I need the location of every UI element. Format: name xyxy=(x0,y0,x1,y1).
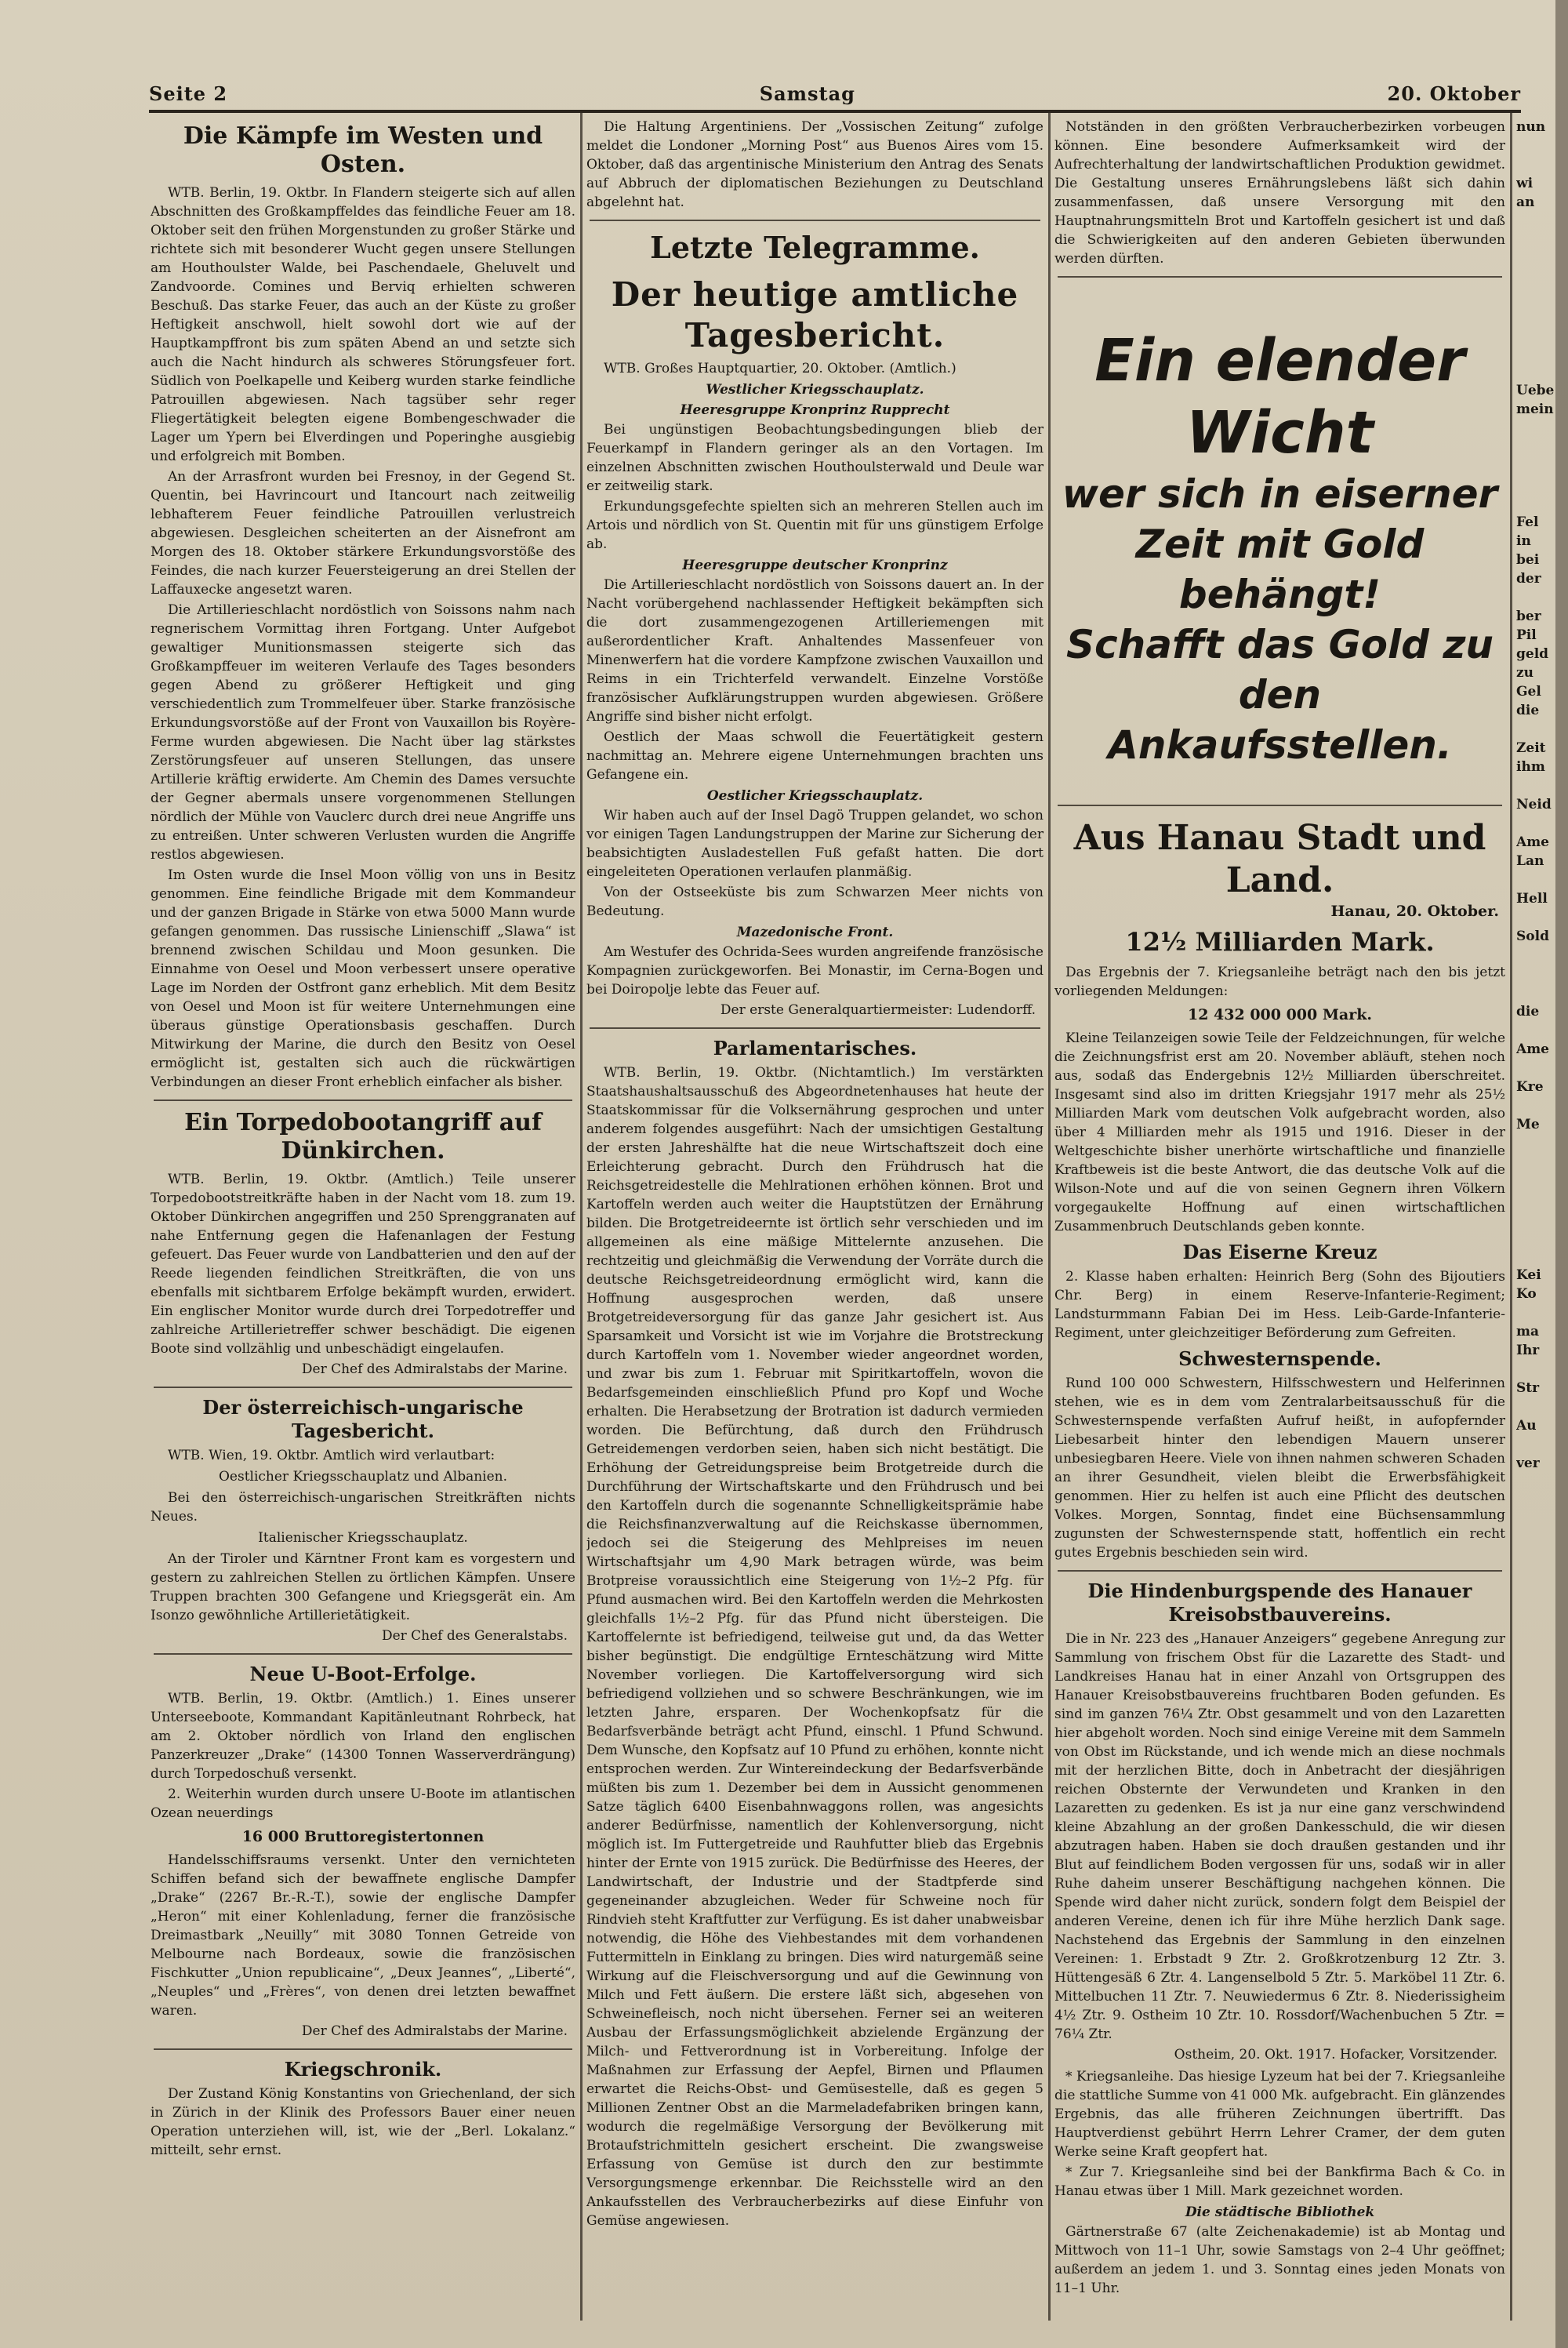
loan-amount: 12 432 000 000 Mark. xyxy=(1187,1006,1372,1023)
article-paragraph: An der Arrasfront wurden bei Fresnoy, in der Gegend St. Quentin, bei Havrincourt und Itancourt nach zeitweilig lebhafterem Feuer feindliche Patrouillen verlustreich abgewiesen. Desgleichen scheiterten an der Aisnefront am Morgen des 18. Oktober stärkere Erkundungsvorstöße des Feindes, die nach kurzer Feuersteigerung an drei Stellen der Laffauxecke angesetzt waren. xyxy=(151,469,575,598)
headline-eisernes-kreuz: Das Eiserne Kreuz xyxy=(1182,1241,1377,1263)
signature: Der Chef des Generalstabs. xyxy=(381,1628,568,1644)
article-paragraph: Am Westufer des Ochrida-Sees wurden angreifende französische Kompagnien zurückgeworfen. Bei Monastir, im Cerna-Bogen und bei Doiropolje lebte das Feuer auf. xyxy=(586,944,1044,998)
headline-tagesbericht: Der heutige amtliche Tagesbericht. xyxy=(611,275,1019,354)
margin-fragment: nun xyxy=(1516,119,1546,135)
headline-hanau: Aus Hanau Stadt und Land. xyxy=(1073,818,1486,900)
signature: Der Chef des Admiralstabs der Marine. xyxy=(301,1361,568,1377)
article-paragraph: WTB. Wien, 19. Oktbr. Amtlich wird verlautbart: xyxy=(168,1448,495,1463)
margin-fragment: Sold xyxy=(1516,929,1549,944)
margin-fragment xyxy=(1516,1096,1555,1115)
ad-line: Zeit mit Gold behängt! xyxy=(1135,522,1425,617)
margin-fragment: ma xyxy=(1516,1324,1540,1339)
article-paragraph: 2. Klasse haben erhalten: Heinrich Berg (Sohn des Bijoutiers Chr. Berg) in einem Reserve-Infanterie-Regiment; Landsturmmann Fabian Dei im Hess. Leib-Garde-Infanterie-Regiment, unter gleichzeitiger Beförderung zum Gefreiten. xyxy=(1054,1269,1505,1341)
margin-fragment: Zeit xyxy=(1516,740,1546,756)
section-rule xyxy=(1058,1570,1502,1572)
article-paragraph: WTB. Berlin, 19. Oktbr. (Amtlich.) 1. Eines unserer Unterseeboote, Kommandant Kapitänleutnant Rohrbeck, hat am 2. Oktober nördlich von Irland den englischen Panzerkreuzer „Drake“ (14300 Tonnen Wasserverdrängung) durch Torpedoschuß versenkt. xyxy=(151,1691,575,1782)
margin-fragment: die xyxy=(1516,1004,1540,1020)
margin-fragment xyxy=(1516,494,1555,513)
article-paragraph: Notständen in den größten Verbraucherbezirken vorbeugen können. Eine besondere Aufmerksamkeit wird der Aufrechterhaltung der landwirtschaftlichen Produktion gewidmet. Die Gestaltung unseres Ernährungslebens läßt sich dahin zusammenfassen, daß unsere Versorgung mit den Hauptnahrungsmitteln Brot und Kartoffeln gesichert ist und daß die Schwierigkeiten auf den anderen Gebieten überwunden werden dürften. xyxy=(1054,119,1505,267)
article-paragraph: WTB. Großes Hauptquartier, 20. Oktober. (Amtlich.) xyxy=(604,361,956,376)
margin-fragment: an xyxy=(1516,194,1535,210)
signature: Der erste Generalquartiermeister: Ludendorff. xyxy=(720,1002,1036,1018)
column-divider xyxy=(1048,111,1051,2321)
issue-date: 20. Oktober xyxy=(1387,82,1521,105)
margin-fragment xyxy=(1516,1190,1555,1209)
article-paragraph: Der Zustand König Konstantins von Griechenland, der sich in Zürich in der Klinik des Professors Bauer einer neuen Operation unterziehen will, ist, wie der „Berl. Lokalanz.“ mitteilt, sehr ernst. xyxy=(151,2086,575,2158)
article-paragraph: Erkundungsgefechte spielten sich an mehreren Stellen auch im Artois und nördlich von St. Quentin mit für uns günstigem Erfolge ab. xyxy=(586,499,1044,552)
headline-bibliothek: Die städtische Bibliothek xyxy=(1185,2204,1375,2220)
margin-fragment xyxy=(1516,325,1555,343)
margin-fragment xyxy=(1516,720,1555,739)
margin-fragment xyxy=(1516,1134,1555,1153)
margin-fragment: Ihr xyxy=(1516,1343,1540,1358)
article-paragraph: Bei den österreichisch-ungarischen Streitkräften nichts Neues. xyxy=(151,1490,575,1525)
page-edge-shadow xyxy=(1555,0,1568,2348)
margin-fragment: ihm xyxy=(1516,759,1545,775)
headline-kriegschronik: Kriegschronik. xyxy=(284,2058,442,2081)
margin-fragment xyxy=(1516,343,1555,362)
article-paragraph: * Kriegsanleihe. Das hiesige Lyzeum hat bei der 7. Kriegsanleihe die stattliche Summe von 41 000 Mk. aufgebracht. Ein glänzendes Ergebnis, das alle früheren Zeichnungen übertrifft. Das Hauptverdienst gebührt Herrn Lehrer Cramer, der dem guten Werke seine Kraft geopfert hat. xyxy=(1054,2069,1505,2160)
headline-schwesternspende: Schwesternspende. xyxy=(1178,1347,1381,1370)
margin-fragment: Au xyxy=(1516,1418,1537,1434)
margin-fragment xyxy=(1516,1360,1555,1379)
margin-fragment xyxy=(1516,1059,1555,1078)
section-rule xyxy=(154,1387,572,1388)
margin-fragment xyxy=(1516,306,1555,325)
subheading: Oestlicher Kriegsschauplatz und Albanien. xyxy=(218,1469,508,1485)
margin-fragment: Ko xyxy=(1516,1286,1537,1302)
section-rule xyxy=(1058,805,1502,806)
margin-fragment: ver xyxy=(1516,1456,1540,1471)
margin-fragment xyxy=(1516,1247,1555,1266)
article-paragraph: Gärtnerstraße 67 (alte Zeichenakademie) ist ab Montag und Mittwoch von 11–1 Uhr, sowie Samstags von 2–4 Uhr geöffnet; außerdem an jedem 1. und 3. Sonntag eines jeden Monats von 11–1 Uhr. xyxy=(1054,2224,1505,2296)
article-paragraph: Von der Ostseeküste bis zum Schwarzen Meer nichts von Bedeutung. xyxy=(586,885,1044,919)
margin-fragment xyxy=(1516,983,1555,1002)
margin-fragment xyxy=(1516,287,1555,306)
margin-fragment xyxy=(1516,946,1555,965)
margin-fragment xyxy=(1516,871,1555,889)
margin-fragment: bei xyxy=(1516,552,1540,568)
margin-fragment: geld xyxy=(1516,646,1549,662)
headline-hindenburgspende: Die Hindenburgspende des Hanauer Kreisobstbauvereins. xyxy=(1087,1579,1472,1626)
margin-fragment xyxy=(1516,249,1555,268)
margin-fragment: Ame xyxy=(1516,834,1549,850)
margin-fragment xyxy=(1516,419,1555,438)
article-paragraph: WTB. Berlin, 19. Oktbr. (Nichtamtlich.) Im verstärkten Staatshaushaltsausschuß des Abgeordnetenhauses hat heute der Staatskommissar für die Volksernährung gesprochen und unter anderem folgendes ausgeführt: Nach der umsichtigen Gestaltung der ersten Jahreshälfte hat die neue Wirtschaftszeit doch eine Erleichterung gebracht. Durch den Frühdrusch hat die Reichsgetreidestelle die Mehlrationen erhöhen können. Brot und Kartoffeln werden auch weiter die Hauptstützen der Ernährung bilden. Die Brotgetreideernte ist örtlich sehr verschieden und im allgemeinen als eine mäßige Mittelernte anzusehen. Die rechtzeitig und gleichmäßig die Verwendung der Vorräte durch die deutsche Reichsgetreideordnung ermöglicht wird, kann die Hoffnung ausgesprochen werden, daß unsere Brotgetreideversorgung für das ganze Jahr gesichert ist. Aus Sparsamkeit und Vorsicht ist wie im Vorjahre die Brotstreckung durch Kartoffeln vom 1. November wieder angeordnet worden, und zwar bis zum 1. Februar mit Spiritkartoffeln, wovon die Bedarfsgemeinden einschließlich Pfund pro Kopf und Woche erhalten. Die Herabsetzung der Brotration ist dadurch vermieden worden. Die Befürchtung, daß durch den Frühdrusch Getreidemengen verdorben seien, haben sich nicht bestätigt. Die Erhöhung der Getreidungspreise beim Brotgetreide durch die Durchführung der Wirtschaftskarte und den Frühdrusch und bei den Kartoffeln durch die sogenannte Schnelligkeitsprämie habe die Reichsfinanzverwaltung auf die Reichskasse übernommen, jedoch sei die Steigerung des Mehlpreises im neuen Wirtschaftsjahr um 4,90 Mark betragen würde, was beim Brotpreise voraussichtlich eine Steigerung von 1½–2 Pfg. für Pfund ausmachen wird. Bei den Kartoffeln werden die Mehrkosten gleichfalls 1½–2 Pfg. für das Pfund nicht übersteigen. Die Kartoffelernte ist befriedigend, teilweise gut und, da das Wetter bisher begünstigt. Die endgültige Ernteschätzung wird Mitte November vorliegen. Die Kartoffelversorgung wird sich befriedigend vollziehen und so schwere Beschränkungen, wie im letzten Jahre, ersparen. Der Wochenkopfsatz für die Bedarfsverbände beträgt acht Pfund, einschl. 1 Pfund Schwund. Dem Wunsche, den Kopfsatz auf 10 Pfund zu erhöhen, konnte nicht entsprochen werden. Zur Wintereindeckung der Bedarfsverbände müßten bis zum 1. Dezember bei dem in Aussicht genommenen Satze täglich 6400 Eisenbahnwaggons rollen, was angesichts anderer Bedürfnisse, namentlich der Kohlenversorgung, nicht möglich ist. Im Futtergetreide und Rauhfutter blieb das Ergebnis hinter der Ernte von 1915 zurück. Die Bedürfnisse des Heeres, der Landwirtschaft, der Industrie und der Stadtpferde sind gegeneinander abzugleichen. Weder für Schweine noch für Rindvieh steht Kraftfutter zur Verfügung. Es ist daher unabweisbar notwendig, die Höhe des Viehbestandes mit dem vorhandenen Futtermitteln in Einklang zu bringen. Dies wird naturgemäß seine Wirkung auf die Fleischversorgung und auf die Gewinnung von Milch und Fett äußern. Die erstere läßt sich, abgesehen von Schweinefleisch, noch nicht übersehen. Ferner sei an weiteren Ausbau der Erfassungsmöglichkeit abzielende Ergänzung der Milch- und Fettverordnung ist in Vorbereitung. Infolge der Maßnahmen zur Erfassung der Aepfel, Birnen und Pflaumen erwartet die Reichs-Obst- und Gemüsestelle, daß es gegen 5 Millionen Zentner Obst an die Marmeladefabriken bringen kann, wodurch die regelmäßige Versorgung der Bevölkerung mit Brotaufstrichmitteln gesichert erscheint. Die zwangsweise Erfassung von Gemüse ist durch den zur bestimmte Versorgungsmenge erkennbar. Die Reichsstelle wird an den Ankaufsstellen des Verbraucherbezirks auf diese Einfuhr von Gemüse angewiesen. xyxy=(586,1065,1044,2229)
header-rule xyxy=(149,110,1521,113)
margin-fragment xyxy=(1516,362,1555,381)
gold-advertisement xyxy=(1054,306,1505,791)
margin-fragment xyxy=(1516,1021,1555,1040)
section-rule xyxy=(154,1099,572,1101)
margin-fragment xyxy=(1516,212,1555,231)
subheading: Oestlicher Kriegsschauplatz. xyxy=(706,788,924,804)
tonnage-figure: 16 000 Bruttoregistertonnen xyxy=(241,1828,485,1845)
margin-fragment xyxy=(1516,1228,1555,1247)
section-rule xyxy=(590,220,1040,221)
page-number: Seite 2 xyxy=(149,82,228,105)
article-paragraph: Kleine Teilanzeigen sowie Teile der Feldzeichnungen, für welche die Zeichnungsfrist erst am 20. November abläuft, stehen noch aus, sodaß das Endergebnis 12½ Milliarden überschreitet. Insgesamt sind also im dritten Kriegsjahr 1917 mehr als 25½ Milliarden Mark vom deutschen Volk aufgebracht worden, also über 4 Milliarden mehr als 1915 und 1916. Dieser in der Weltgeschichte bisher unerhörte wirtschaftliche und finanzielle Kraftbeweis ist die beste Antwort, die das deutsche Volk auf die Wilson-Note und auf die von seinen Gegnern ihren Völkern vorgegaukelte Hoffnung auf einen wirtschaftlichen Zusammenbruch Deutschlands geben konnte. xyxy=(1054,1030,1505,1234)
section-rule xyxy=(1058,276,1502,278)
margin-fragment: in xyxy=(1516,533,1531,549)
article-paragraph: Handelsschiffsraums versenkt. Unter den vernichteten Schiffen befand sich der bewaffnete englische Dampfer „Drake“ (2267 Br.-R.-T.), sowie der englische Dampfer „Heron“ mit einer Kohlenladung, ferner die französische Dreimastbark „Neuilly“ mit 3080 Tonnen Getreide von Melbourne nach Bordeaux, sowie die französischen Fischkutter „Union republicaine“, „Deux Jeannes“, „Liberté“, „Neuples“ und „Frères“, von denen drei letzten bewaffnet waren. xyxy=(151,1852,575,2019)
article-paragraph: Das Ergebnis der 7. Kriegsanleihe beträgt nach den bis jetzt vorliegenden Meldungen: xyxy=(1054,965,1505,999)
margin-fragment: Uebe xyxy=(1516,383,1555,398)
section-rule xyxy=(154,1653,572,1655)
ad-line: Schafft das Gold zu den xyxy=(1065,622,1494,718)
article-paragraph: Die Haltung Argentiniens. Der „Vossischen Zeitung“ zufolge meldet die Londoner „Morning Post“ aus Buenos Aires vom 15. Oktober, daß das argentinische Ministerium den Antrag des Senats auf Abbruch der diplomatischen Beziehungen zu Deutschland abgelehnt hat. xyxy=(586,119,1044,210)
margin-fragment: der xyxy=(1516,571,1541,587)
headline-parlamentarisches: Parlamentarisches. xyxy=(713,1037,917,1060)
article-paragraph: Die Artillerieschlacht nordöstlich von Soissons dauert an. In der Nacht vorübergehend nachlassender Heftigkeit bekämpften sich die dort zusammengezogenen Artilleriemengen mit außerordentlicher Kraft. Anhaltendes Massenfeuer von Minenwerfern hat die vordere Kampfzone zwischen Vauxaillon und Reims in ein Trichterfeld verwandelt. Einzelne Vorstöße französischer Aufklärungstruppen wurden abgewiesen. Größere Angriffe sind bisher nicht erfolgt. xyxy=(586,577,1044,725)
article-paragraph: Bei ungünstigen Beobachtungsbedingungen blieb der Feuerkampf in Flandern geringer als an den Vortagen. Im einzelnen Abschnitten zwischen Houthoulsterwald und Deule war er zeitweilig stark. xyxy=(586,422,1044,494)
margin-fragment xyxy=(1516,965,1555,983)
margin-fragment: mein xyxy=(1516,402,1554,417)
margin-fragment: Gel xyxy=(1516,684,1541,700)
article-paragraph: Im Osten wurde die Insel Moon völlig von uns in Besitz genommen. Eine feindliche Brigade mit dem Kommandeur und der ganzen Brigade in Stärke von etwa 5000 Mann wurde gefangen genommen. Das russische Linienschiff „Slawa“ ist brennend zwischen Schildau und Moon gesunken. Die Einnahme von Oesel und Moon verbessert unsere operative Lage im Norden der Ostfront ganz erheblich. Mit dem Besitz von Oesel und Moon ist für weitere Unternehmungen eine überaus günstige Operationsbasis geschaffen. Durch Mitwirkung der Marine, die durch den Besitz von Oesel ermöglicht ist, gestalten sich auch die rückwärtigen Verbindungen an dieser Front erheblich einfacher als bisher. xyxy=(151,867,575,1090)
margin-fragment: wi xyxy=(1516,176,1534,191)
margin-fragment xyxy=(1516,268,1555,287)
article-paragraph: 2. Weiterhin wurden durch unsere U-Boote im atlantischen Ozean neuerdings xyxy=(151,1786,575,1821)
margin-fragment: Kre xyxy=(1516,1079,1544,1095)
section-rule xyxy=(154,2048,572,2050)
article-paragraph: * Zur 7. Kriegsanleihe sind bei der Bankfirma Bach & Co. in Hanau etwas über 1 Mill. Mark gezeichnet worden. xyxy=(1054,2164,1505,2199)
signature: Der Chef des Admiralstabs der Marine. xyxy=(301,2023,568,2039)
margin-fragment xyxy=(1516,1153,1555,1172)
margin-fragment xyxy=(1516,814,1555,833)
margin-fragment xyxy=(1516,588,1555,607)
margin-fragment: Me xyxy=(1516,1117,1540,1132)
page-header xyxy=(149,82,1521,105)
margin-fragment xyxy=(1516,1435,1555,1454)
column-left xyxy=(151,118,575,2306)
subheading: Mazedonische Front. xyxy=(736,925,894,940)
margin-fragment xyxy=(1516,908,1555,927)
margin-fragment: Kei xyxy=(1516,1267,1541,1283)
column-right xyxy=(1054,118,1505,2306)
article-paragraph: Rund 100 000 Schwestern, Hilfsschwestern und Helferinnen stehen, wie es in dem vom Zentralarbeitsausschuß für die Schwesternspende verfaßten Aufruf heißt, in aufopfernder Liebesarbeit hinter den lebendigen Mauern unserer unbesiegbaren Heere. Viele von ihnen nahmen schweren Schaden an ihrer Gesundheit, vielen bleibt die Erwerbsfähigkeit genommen. Hier zu helfen ist auch eine Pflicht des deutschen Volkes. Morgen, Sonntag, findet eine Büchsensammlung zugunsten der Schwesternspende statt, hoffentlich ein recht gutes Ergebnis beschieden sein wird. xyxy=(1054,1376,1505,1561)
weekday: Samstag xyxy=(759,82,855,105)
margin-fragment: Str xyxy=(1516,1380,1540,1396)
headline-oesterreich: Der österreichisch-ungarische Tagesbericht. xyxy=(202,1396,524,1442)
margin-fragment: Ame xyxy=(1516,1041,1549,1057)
article-paragraph: Die in Nr. 223 des „Hanauer Anzeigers“ gegebene Anregung zur Sammlung von frischem Obst für die Lazarette des Stadt- und Landkreises Hanau hat in einer Anzahl von Ortsgruppen des Hanauer Kreisobstbauvereins fruchtbaren Boden gefunden. Es sind im ganzen 76¼ Ztr. Obst gesammelt und von den Lazaretten hier abgeholt worden. Noch sind einige Vereine mit dem Sammeln von Obst im Rückstande, und ich wende mich an diese nochmals mit der herzlichen Bitte, doch in Anbetracht der diesjährigen reichen Obsternte der Verwundeten und Kranken in den Lazaretten zu gedenken. Es ist ja nur eine ganz verschwindend kleine Abzahlung an der großen Dankesschuld, die wir diesen abzutragen haben. Haben sie doch draußen gestanden und ihr Blut auf feindlichem Boden vergossen für uns, sodaß wir in aller Ruhe daheim unserer Beschäftigung nachgehen können. Die Spende wird daher nicht zurück, sondern folgt dem Beispiel der anderen Vereine, denen ich für ihre Mühe herzlich Dank sage. Nachstehend das Ergebnis der Sammlung in den einzelnen Vereinen: 1. Erbstadt 9 Ztr. 2. Großkrotzenburg 12 Ztr. 3. Hüttengesäß 6 Ztr. 4. Langenselbold 5 Ztr. 5. Marköbel 11 Ztr. 6. Mittelbuchen 11 Ztr. 7. Neuwiedermus 6 Ztr. 8. Niederissigheim 4½ Ztr. 9. Ostheim 10 Ztr. 10. Rossdorf/Wachenbuchen 5 Ztr. = 76¼ Ztr. xyxy=(1054,1631,1505,2042)
margin-fragment xyxy=(1516,776,1555,795)
margin-fragment xyxy=(1516,155,1555,174)
margin-fragment: zu xyxy=(1516,665,1534,681)
cut-off-next-page-strip xyxy=(1516,118,1555,2306)
headline-letzte-telegramme: Letzte Telegramme. xyxy=(650,230,980,265)
margin-fragment xyxy=(1516,231,1555,249)
margin-fragment: Fel xyxy=(1516,514,1539,530)
headline-kaempfe: Die Kämpfe im Westen und Osten. xyxy=(183,122,543,178)
margin-fragment xyxy=(1516,1209,1555,1228)
subheading: Heeresgruppe Kronprinz Rupprecht xyxy=(680,402,950,418)
article-paragraph: Wir haben auch auf der Insel Dagö Truppen gelandet, wo schon vor einigen Tagen Landungstruppen der Marine zur Sicherung der beabsichtigten Ausladestellen Fuß gefaßt hatten. Die dort eingeleiteten Operationen verlaufen planmäßig. xyxy=(586,808,1044,880)
margin-fragment xyxy=(1516,1303,1555,1322)
column-middle xyxy=(586,118,1044,2306)
margin-fragment xyxy=(1516,456,1555,475)
margin-fragment: Hell xyxy=(1516,891,1548,907)
headline-milliarden: 12½ Milliarden Mark. xyxy=(1125,927,1435,957)
ad-line: Ankaufsstellen. xyxy=(1108,722,1452,768)
article-paragraph: Die Artillerieschlacht nordöstlich von Soissons nahm nach regnerischem Vormittag ihren Fortgang. Unter Aufgebot gewaltiger Munitionsmassen steigerte sich das Großkampffeuer im weiteren Verlaufe des Tages besonders gegen Abend zu größerer Heftigkeit und ging verschiedentlich zum Trommelfeuer über. Starke französische Erkundungsvorstöße auf der Front von Vauxaillon bis Royère-Ferme wurden abgewiesen. Die Nacht über lag stärkstes Zerstörungsfeuer auf unseren Stellungen, das unsere Artillerie kräftig erwiderte. Am Chemin des Dames versuchte der Gegner abermals unsere vorgenommenen Stellungen nördlich der Mühle von Vauclerc durch drei neue Angriffe uns zu entreißen. Unter schweren Verlusten wurden die Angriffe restlos abgewiesen. xyxy=(151,602,575,863)
margin-fragment xyxy=(1516,1172,1555,1190)
headline-torpedoboot: Ein Torpedobootangriff auf Dünkirchen. xyxy=(184,1109,542,1165)
margin-fragment: Neid xyxy=(1516,797,1552,812)
signature: Ostheim, 20. Okt. 1917. Hofacker, Vorsitzender. xyxy=(1174,2047,1497,2063)
section-rule xyxy=(590,1027,1040,1029)
margin-fragment xyxy=(1516,475,1555,494)
dateline: Hanau, 20. Oktober. xyxy=(1330,903,1499,920)
margin-fragment: ber xyxy=(1516,609,1541,624)
article-paragraph: Oestlich der Maas schwoll die Feuertätigkeit gestern nachmittag an. Mehrere eigene Unternehmungen brachten uns Gefangene ein. xyxy=(586,729,1044,783)
margin-fragment: die xyxy=(1516,703,1540,718)
headline-uboot: Neue U-Boot-Erfolge. xyxy=(249,1663,477,1685)
ad-line: Ein elender Wicht xyxy=(1094,327,1465,467)
column-divider xyxy=(580,111,583,2321)
article-paragraph: WTB. Berlin, 19. Oktbr. In Flandern steigerte sich auf allen Abschnitten des Großkampffeldes das feindliche Feuer am 18. Oktober seit den frühen Morgenstunden zu großer Stärke und richtete sich mit besonderer Wucht gegen unsere Stellungen am Houthoulster Walde, bei Paschendaele, Gheluvelt und Zandvoorde. Comines und Berviq erhielten schweren Beschuß. Das starke Feuer, das auch an der Küste zu großer Heftigkeit anschwoll, hielt sowohl dort wie auf der Hauptkampffront bis zum späten Abend an und setzte sich auch die Nacht hindurch als schweres Störungsfeuer fort. Südlich von Poelkapelle und Keiberg wurden starke feindliche Patrouillen abgewiesen. Nach tagsüber sehr reger Fliegertätigkeit belegten eigene Bombengeschwader die Lager um Ypern bei Elverdingen und Poperinghe ausgiebig und erfolgreich mit Bomben. xyxy=(151,185,575,464)
ad-line: wer sich in eiserner xyxy=(1062,471,1498,517)
subheading: Westlicher Kriegsschauplatz. xyxy=(706,382,924,398)
margin-fragment: Pil xyxy=(1516,627,1537,643)
article-paragraph: WTB. Berlin, 19. Oktbr. (Amtlich.) Teile unserer Torpedobootstreitkräfte haben in der Nacht vom 18. zum 19. Oktober Dünkirchen angegriffen und 250 Sprenggranaten auf nahe Entfernung gegen die Hafenanlagen der Festung gefeuert. Das Feuer wurde von Landbatterien und den auf der Reede liegenden feindlichen Streitkräften, die von uns ebenfalls mit sichtbarem Erfolge bekämpft wurden, erwidert. Ein englischer Monitor wurde durch drei Torpedotreffer und zahlreiche Artillerietreffer schwer beschädigt. Die eigenen Boote sind vollzählig und unbeschädigt eingelaufen. xyxy=(151,1172,575,1357)
margin-fragment: Lan xyxy=(1516,853,1544,869)
margin-fragment xyxy=(1516,136,1555,155)
subheading: Italienischer Kriegsschauplatz. xyxy=(258,1530,468,1546)
column-divider xyxy=(1510,111,1512,2321)
subheading: Heeresgruppe deutscher Kronprinz xyxy=(682,558,948,573)
margin-fragment xyxy=(1516,1398,1555,1416)
margin-fragment xyxy=(1516,438,1555,456)
article-paragraph: An der Tiroler und Kärntner Front kam es vorgestern und gestern zu zahlreichen Stellen zu örtlichen Kämpfen. Unsere Truppen brachten 300 Gefangene und Kriegsgerät ein. Am Isonzo gewöhnliche Artillerietätigkeit. xyxy=(151,1551,575,1623)
